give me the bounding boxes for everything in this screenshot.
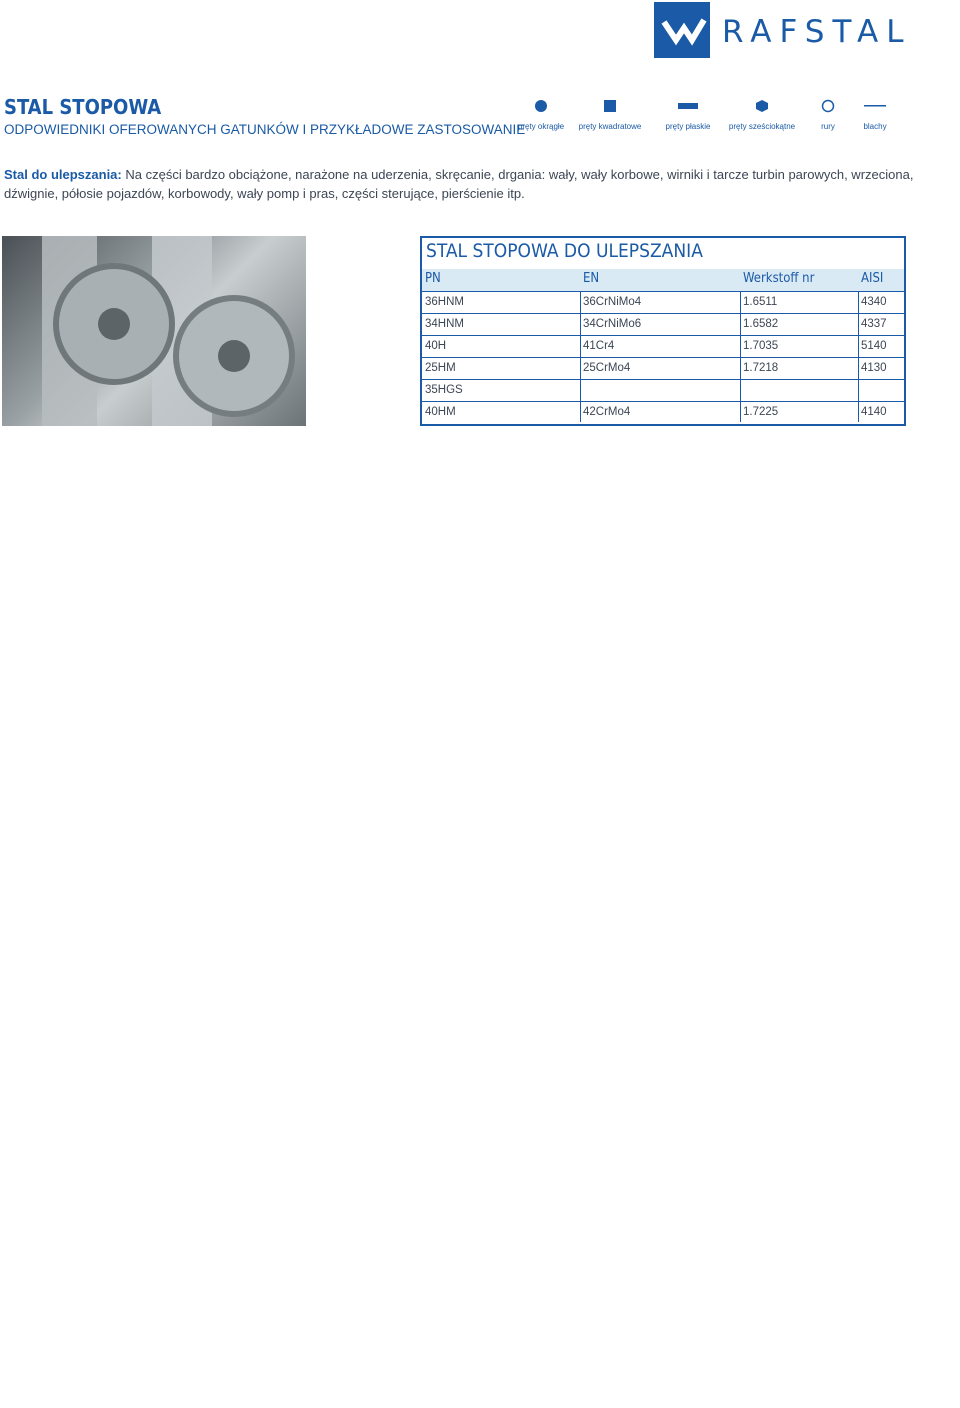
round-bar-icon <box>534 99 548 113</box>
cell-aisi: 4140 <box>861 406 887 418</box>
shape-label: pręty kwadratowe <box>578 122 642 131</box>
shape-flat-bar <box>665 98 711 131</box>
tube-icon <box>821 99 835 113</box>
table-row <box>422 291 904 314</box>
shape-label: pręty płaskie <box>665 122 711 131</box>
machine-parts-illustration <box>2 236 306 426</box>
shape-sheet <box>863 98 887 131</box>
header-en: EN <box>583 271 600 286</box>
table-header-row <box>422 269 904 291</box>
table-row <box>422 335 904 358</box>
cell-pn: 35HGS <box>425 384 463 396</box>
cell-aisi: 4130 <box>861 362 887 374</box>
cell-pn: 25HM <box>425 362 456 374</box>
cell-pn: 36HNM <box>425 296 464 308</box>
cell-en: 36CrNiMo4 <box>583 296 642 308</box>
cell-werkstoff: 1.7218 <box>743 362 779 374</box>
cell-pn: 40HM <box>425 406 456 418</box>
flat-bar-icon <box>678 99 698 113</box>
shape-label: pręty okrągłe <box>517 122 565 131</box>
hex-bar-icon <box>755 99 769 113</box>
header-werkstoff: Werkstoff nr <box>743 271 815 286</box>
shape-label: blachy <box>863 122 887 131</box>
square-bar-icon <box>603 99 617 113</box>
shape-label: rury <box>821 122 835 131</box>
cell-werkstoff: 1.7035 <box>743 340 779 352</box>
brand-name: RAFSTAL <box>722 14 912 50</box>
table-row <box>422 379 904 402</box>
cell-en: 42CrMo4 <box>583 406 631 418</box>
shape-square-bar <box>578 98 642 131</box>
logo-mark <box>654 2 710 58</box>
cell-en: 25CrMo4 <box>583 362 631 374</box>
cell-werkstoff: 1.6511 <box>743 296 778 308</box>
header-aisi: AISI <box>861 271 884 286</box>
photo-machine-parts <box>2 236 306 426</box>
cell-aisi: 5140 <box>861 340 887 352</box>
page-subtitle: ODPOWIEDNIKI OFEROWANYCH GATUNKÓW I PRZYKŁADOWE ZASTOSOWANIE <box>4 122 526 137</box>
header-pn: PN <box>425 271 441 286</box>
cell-pn: 34HNM <box>425 318 464 330</box>
logo-icon <box>654 2 710 58</box>
shape-tube <box>821 98 835 131</box>
cell-werkstoff: 1.7225 <box>743 406 779 418</box>
shape-label: pręty sześciokątne <box>728 122 796 131</box>
cell-aisi: 4337 <box>861 318 887 330</box>
cell-aisi: 4340 <box>861 296 887 308</box>
section-ulepszania-label: Stal do ulepszania: <box>4 167 122 182</box>
shape-hex-bar <box>728 98 796 131</box>
cell-en: 34CrNiMo6 <box>583 318 642 330</box>
page-title: STAL STOPOWA <box>4 95 162 119</box>
table-ulepszania <box>420 236 906 426</box>
cell-en: 41Cr4 <box>583 340 615 352</box>
cell-werkstoff: 1.6582 <box>743 318 779 330</box>
shape-round-bar <box>517 98 565 131</box>
table-title: STAL STOPOWA DO ULEPSZANIA <box>426 240 703 262</box>
table-row <box>422 313 904 336</box>
table-row <box>422 357 904 380</box>
table-row <box>422 401 904 424</box>
cell-pn: 40H <box>425 340 447 352</box>
sheet-icon <box>864 99 886 113</box>
section-ulepszania-body: Na części bardzo obciążone, narażone na uderzenia, skręcanie, drgania: wały, wały korbowe, wirniki i tarcze turbin parowych, wrzeciona, dźwignie, półosie pojazdów, korbowody, wały pomp i pras, części sterujące, pierścienie itp. <box>4 167 914 201</box>
section-ulepszania-text <box>4 165 944 203</box>
